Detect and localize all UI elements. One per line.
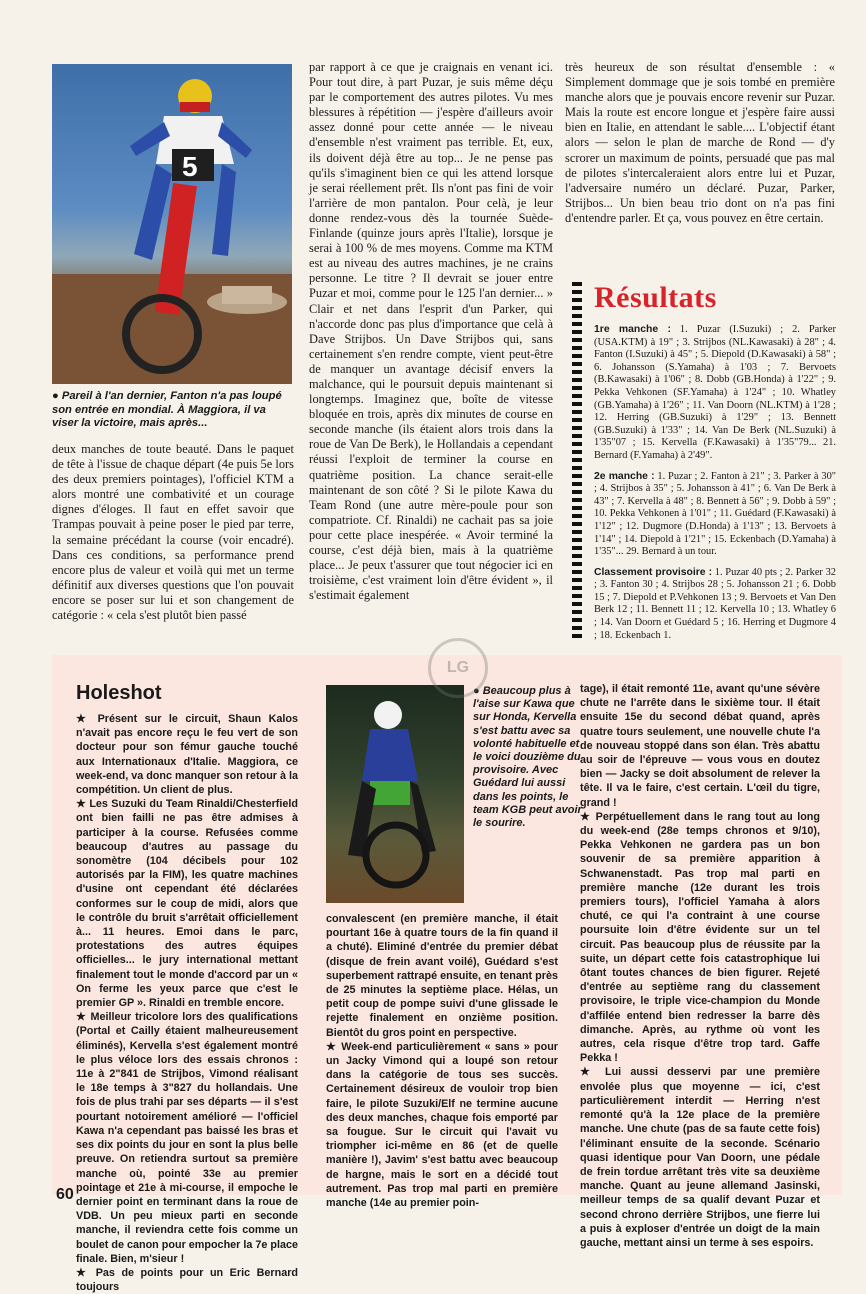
motocross-rider-photo	[52, 64, 292, 384]
holeshot-column-1: ★ Présent sur le circuit, Shaun Kalos n'avait pas encore reçu le feu vert de son docteur pour son fémur gauche touché aux Internationaux d'Italie. Maggiora, ce week-end, va donc manquer son retour à la compétition. Un client de plus. ★ Les Suzuki du Team Rinaldi/Chesterfield ont bien failli ne pas être admises à participer à la course. Refusées comme beaucoup d'autres au passage du sonomètre (104 décibels pour 102 autorisés par la FIM), les quatre machines d'usine ont cependant été déclarées conformes sur le coup de midi, alors que le contrôle du bruit s'arrêtait officiellement à... 11 heures. Emoi dans le parc, protestations des autres équipes officielles... le jury international mettant finalement tout le monde d'accord par un « On ferme les yeux parce que c'est le premier GP ». Rinaldi en tremble encore. ★ Meilleur tricolore lors des qualifications (Portal et Cailly étaient malheureusement éliminés), Kervella s'est également montré le plus véloce lors des essais chronos : 11e à 2"841 de Strijbos, Vimond réalisant le 18e temps à 3"827 du hollandais. Une fois de plus trahi par ses départs — il s'est pourtant notoirement amélioré — l'officiel Kawa n'a cependant pas baissé les bras et ses dix points du jour en sont la plus belle preuve. On retiendra surtout sa première manche où, pointé 33e au premier pointage et 21e à mi-course, il empoche le dernier point en terminant dans la roue de VDB. Un peu mieux parti en seconde manche, il reviendra cette fois comme un boulet de canon pour empocher la 7e place finale. Bien, m'sieur ! ★ Pas de points pour un Eric Bernard toujours	[76, 713, 298, 1294]
photo-kervella	[326, 685, 464, 903]
holeshot-column-2: convalescent (en première manche, il était pourtant 16e à quatre tours de la fin quand il a chuté). Eliminé d'entrée du premier débat (disque de frein avant voilé), Guédard s'est superbement rattrapé ensuite, en tenant près de 25 minutes la septième place. Hélas, un petit coup de pompe suivi d'une glissade le rejette finalement en onzième position. Bientôt du gros point en perspective. ★ Week-end particulièrement « sans » pour un Jacky Vimond qui a loupé son retour dans la catégorie de tous ses succès. Certainement désireux de vouloir trop bien faire, le pilote Suzuki/Elf ne termine aucune des deux manches, chaque fois emporté par sa fougue. Sur le circuit qui l'avait vu triompher ici-même en 86 (et de quelle manière !), Javim' s'est battu avec beaucoup de hargne, mais le sort en a décidé tout autrement. Pas trop mal parti en première manche (14e au premier poin-	[326, 913, 558, 1210]
holeshot-title: Holeshot	[76, 682, 162, 704]
dashed-border	[572, 282, 582, 638]
results-classement	[594, 567, 836, 643]
results-box	[572, 282, 836, 650]
manche-1-text: 1. Puzar (I.Suzuki) ; 2. Parker (USA.KTM) à 19" ; 3. Strijbos (NL.Kawasaki) à 28" ; 4. Fanton (I.Suzuki) à 45" ; 5. Diepold (D.Kawasaki) à 58" ; 6. Johansson (S.Yamaha) à 1'03 ; 7. Bervoets (B.Kawasaki) à 1'06" ; 8. Dobb (GB.Honda) à 1'22" ; 9. Pekka Vehkonen (SF.Yamaha) à 1'24" ; 10. Whatley (GB.Yamaha) à 1'26" ; 11. Van Doorn (NL.KTM) à 1'28 ; 12. Herring (GB.Suzuki) à 1'29" ; 13. Bennett (GB.Suzuki) à 1'33" ; 14. Van De Berk (NL.Suzuki) à 1'35"07 ; 15. Kervella (F.Kawasaki) à 1'35"79... 21. Bernard (F.Yamaha) à 2'49".	[594, 324, 836, 461]
photo-fanton	[52, 64, 292, 384]
kawasaki-rider-photo	[326, 685, 464, 903]
manche-2-label: 2e manche :	[594, 470, 655, 482]
photo-caption-fanton: ● Pareil à l'an dernier, Fanton n'a pas loupé son entrée en mondial. À Maggiora, il va viser la victoire, mais après...	[52, 390, 282, 430]
page-number: 60	[56, 1186, 74, 1203]
results-manche-2	[594, 471, 836, 559]
article-column-2	[309, 60, 553, 603]
article-column-3	[565, 60, 835, 226]
results-manche-1	[594, 324, 836, 463]
article-column-1	[52, 442, 294, 623]
watermark-logo: LG	[428, 638, 488, 698]
classement-text: 1. Puzar 40 pts ; 2. Parker 32 ; 3. Fanton 30 ; 4. Strijbos 28 ; 5. Johansson 21 ; 6. Dobb 15 ; 7. Diepold et P.Vehkonen 13 ; 9. Bervoets et Van Den Berk 12 ; 11. Bennett 11 ; 12. Kervella 10 ; 13. Whatley 6 ; 14. Van Doorn et Guédard 5 ; 16. Herring et Dugmore 4 ; 18. Eckenbach 1.	[594, 566, 836, 641]
article-text-col3: très heureux de son résultat d'ensemble : « Simplement dommage que je sois tombé en première manche alors que je pouvais encore revenir sur Puzar. Mais la route est encore longue et j'espère faire aussi bien en Italie, en attendant le sable.... L'objectif étant alors — selon le plan de marche de Rond — d'y scrorer un maximum de points, persuadé que pas mal de pilotes s'intercaleraient alors entre lui et Puzar, l'adversaire numéro un déclaré. Puzar, Parker, Strijbos... Un bien beau trio dont on n'a pas fini d'entendre parler. Et ça, vous pouvez en être certain.	[565, 60, 835, 225]
classement-label: Classement provisoire :	[594, 566, 713, 578]
holeshot-column-3: tage), il était remonté 11e, avant qu'une sévère chute ne l'arrête dans le sixième tour. Il était ensuite 15e du second débat quand, après quatre tours seulement, une nouvelle chute l'a de nouveau stoppé dans son élan. Très abattu au soir de l'épreuve — vous vous en doutez bien — Jacky se doit absolument de relever la tête. Il va le faire, c'est certain. L'œil du tigre, grand ! ★ Perpétuellement dans le rang tout au long du week-end (28e temps chronos et 9/10), Pekka Vehkonen ne gardera pas un bon souvenir de sa première apparition à Schwanenstadt. Pas trop mal parti en première manche (12e durant les trois premiers tours), l'officiel Yamaha à alors chuté, ce qui l'a contraint à une course poursuite loin d'être évidente sur un tel circuit. Pas beaucoup plus de réussite par la suite, un départ cette fois catastrophique lui ôtant toutes chances de bien figurer. Rejeté d'entrée au septième rang du classement provisoire, le triple vice-champion du Monde d'affilée entend bien redresser la barre dès dimanche. Après, au rythme où vont les autres, cela risque d'être trop tard. Gaffe Pekka ! ★ Lui aussi desservi par une première envolée plus que moyenne — ici, c'est particulièrement interdit — Herring n'est remonté qu'à la 12e place de la première manche. Une chute (pas de sa faute cette fois) l'éliminant ensuite de la seconde. Scénario quasi identique pour Van Doorn, une pédale de frein tordue arrêtant très vite sa deuxième manche. Quant au jeune allemand Jasinski, meilleur temps de sa qualif devant Puzar et second chrono derrière Strijbos, une fierre lui a puis à exploser d'entrée un doigt de la main gauche, mettant ainsi un terme à ses espoirs.	[580, 683, 820, 1249]
article-text-col2: par rapport à ce que je craignais en venant ici. Pour tout dire, à part Puzar, je suis même déçu par le comportement des autres pilotes. Vu mes blessures à répétition — j'espère d'ailleurs avoir assez donné pour cette année — le niveau d'ensemble n'est vraiment pas terrible. Et, eux, ils doivent déjà être au top... Je ne pense pas qu'ils s'imaginent bien ce qui les attend lorsque je serai réellement prêt. Ils n'ont pas fini de voir l'arrière de mon pantalon. Pour celà, je leur donne rendez-vous dès la tournée Suède-Finlande (quinze jours après l'Italie), lorsque je serai à 100 % de mes moyens. Comme ma KTM est au niveau des autres machines, je ne crains personne. Le titre ? Il devrait se jouer entre Puzar et moi, comme pour le 125 l'an dernier... » Clair et net dans l'esprit d'un Parker, qui n'accorde donc pas plus d'importance que celà à Dave Strijbos. Un Dave Strijbos qui, sans certainement s'en rendre compte, vient peut-être de manquer un avantage décisif envers la malchance, qui le poursuit depuis maintenant si longtemps. Imaginez que, boîte de vitesse bloquée en trois, après dix minutes de course en seconde manche (ils étaient alors trois dans la roue de Van De Berk), le Hollandais a cependant réussi l'exploit de terminer la course en quatrième position. La chance serait-elle maintenant de son côté ? Si le pilote Kawa du Team Rond (une autre mère-poule pour son compatriote. Cf. Rinaldi) ne cachait pas sa joie pour cette place inespérée. « Avoir terminé la course, c'est déjà bien, mais à la quatrième place... Je peux t'assurer que tout négocier ici en troisième, c'est vraiment loin d'être évident », il s'estimait également	[309, 60, 553, 603]
results-body	[572, 324, 836, 642]
svg-text:5: 5	[182, 151, 198, 182]
manche-1-label: 1re manche :	[594, 324, 671, 335]
manche-2-text: 1. Puzar ; 2. Fanton à 21" ; 3. Parker à 30" ; 4. Strijbos à 35" ; 5. Johansson à 41" ; 6. Van De Berk à 43" ; 7. Kervella à 48" ; 8. Bennett à 56" ; 9. Dobb à 59" ; 10. Pekka Vehkonen à 1'01" ; 11. Guédard (F.Kawasaki) à 1'12" ; 12. Dugmore (D.Honda) à 1'13" ; 13. Bervoets à 1'14" ; 14. Diepold à 1'21" ; 15. Eckenbach (D.Yamaha) à 1'35"... 29. Bernard à un tour.	[594, 470, 837, 558]
results-title: Résultats	[594, 281, 717, 314]
photo-caption-kervella: ● Beaucoup plus à l'aise sur Kawa que sur Honda, Kervella s'est battu avec sa volonté habituelle et le voici douzième du provisoire. Avec Guédard lui aussi dans les points, le team KGB peut avoir le sourire.	[473, 685, 582, 830]
article-text-col1: deux manches de toute beauté. Dans le paquet de tête à l'issue de chaque départ (4e puis 5e lors des deux premiers pointages), l'officiel KTM a alors montré une combativité et un courage dignes d'éloges. Il faut en effet savoir que Trampas pouvait à peine poser le pied par terre, la semaine précédant la course (voir encadré). Dans ces conditions, sa performance prend encore plus de valeur et voilà qui met un terme définitif aux diverses questions que l'on pouvait encore se poser sur lui et son changement de catégorie : « cela s'est plutôt bien passé	[52, 442, 294, 623]
